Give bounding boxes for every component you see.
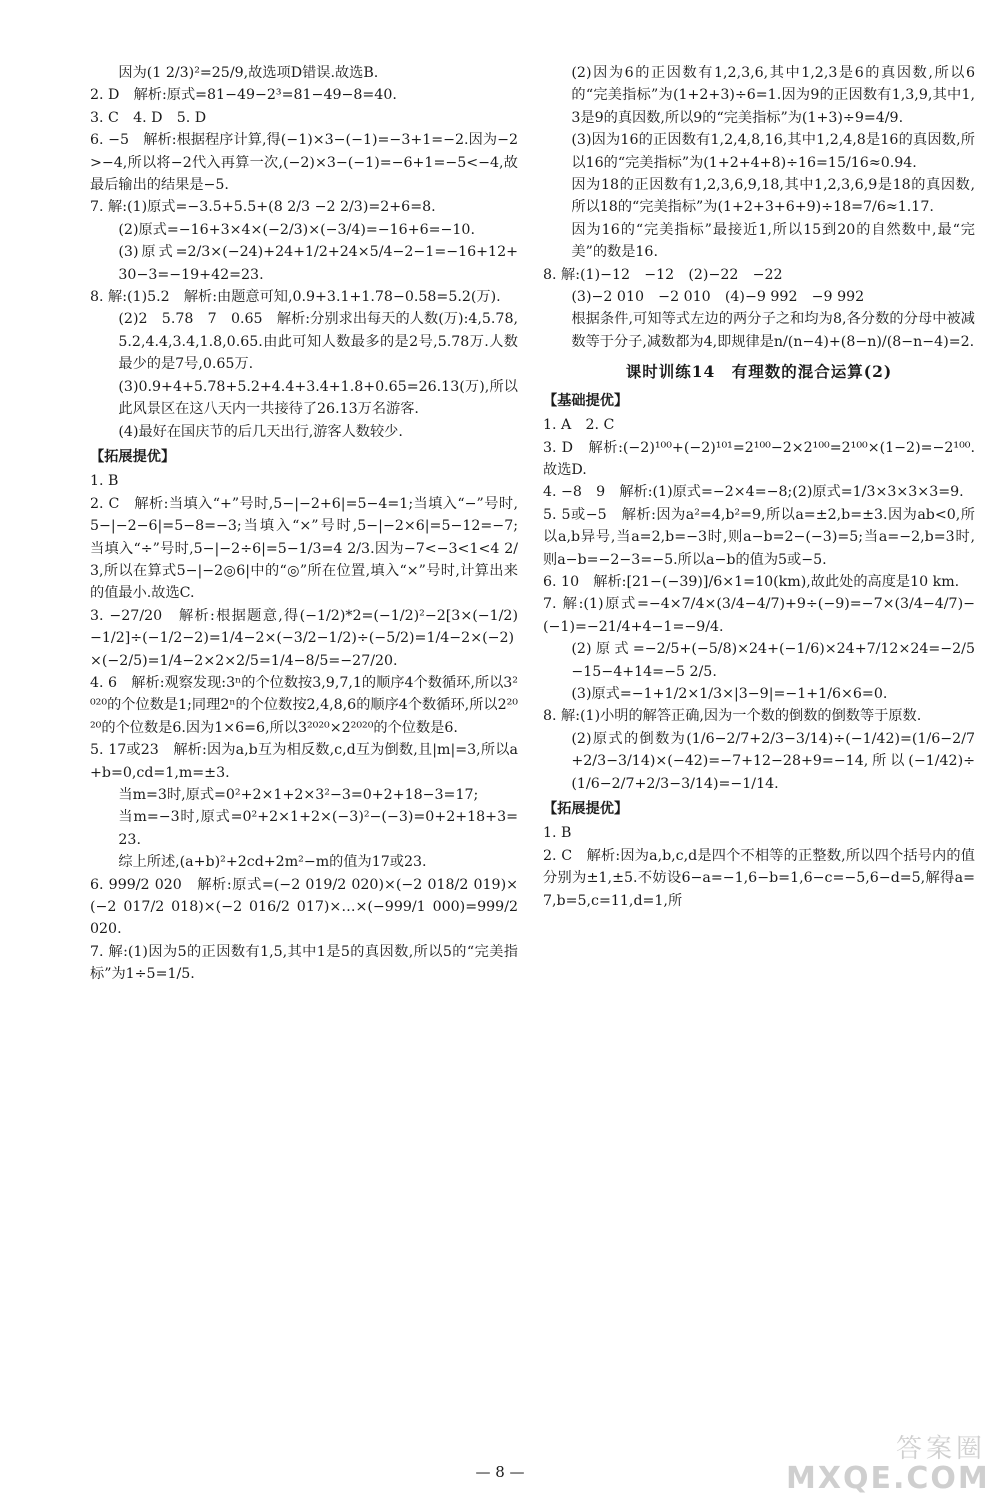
section-title: 课时训练14 有理数的混合运算(2): [625, 362, 893, 382]
left-column: [90, 62, 518, 986]
right-column: [543, 62, 975, 912]
answer-paragraph: 1. B: [543, 825, 572, 842]
section-tag: 【基础提优】: [543, 392, 629, 409]
answer-paragraph: 因为18的正因数有1,2,3,6,9,18,其中1,2,3,6,9是18的真因数,所以18的“完美指标”为(1+2+3+6+9)÷18=7/6≈1.17.: [571, 177, 975, 216]
answer-paragraph: 7. 解:(1)原式=−4×7/4×(3/4−4/7)+9÷(−9)=−7×(3/4−4/7)−(−1)=−21/4+4−1=−9/4.: [543, 596, 975, 635]
answer-paragraph: 2. C 解析:因为a,b,c,d是四个不相等的正整数,所以四个括号内的值分别为±1,±5.不妨设6−a=−1,6−b=1,6−c=−5,6−d=5,解得a=7,b=5,c=11,d=1,所: [543, 847, 975, 909]
section-tag: 【拓展提优】: [90, 448, 176, 465]
answer-paragraph: 6. 999/2 020 解析:原式=(−2 019/2 020)×(−2 018/2 019)×(−2 017/2 018)×(−2 016/2 017)×…×(−999/1 000)=999/2 020.: [90, 876, 518, 938]
answer-paragraph: 当m=3时,原式=0²+2×1+2×3²−3=0+2+18−3=17;: [118, 787, 479, 803]
watermark-text-bottom: MXQE.COM: [786, 1461, 990, 1496]
answer-paragraph: (3)−2 010 −2 010 (4)−9 992 −9 992: [571, 289, 865, 306]
answer-paragraph: 1. A 2. C: [543, 417, 615, 434]
answer-paragraph: 6. 10 解析:[21−(−39)]/6×1=10(km),故此处的高度是10 km.: [543, 573, 960, 590]
answer-paragraph: 5. 17或23 解析:因为a,b互为相反数,c,d互为倒数,且|m|=3,所以a+b=0,cd=1,m=±3.: [90, 742, 518, 781]
answer-paragraph: (3)原式=−1+1/2×1/3×|3−9|=−1+1/6×6=0.: [571, 685, 888, 702]
answer-paragraph: 1. B: [90, 473, 119, 490]
answer-paragraph: (2)因为6的正因数有1,2,3,6,其中1,2,3是6的真因数,所以6的“完美指标”为(1+2+3)÷6=1.因为9的正因数有1,3,9,其中1,3是9的真因数,所以9的“完美指标”为(1+3)÷9=4/9.: [571, 65, 975, 126]
answer-paragraph: 当m=−3时,原式=0²+2×1+2×(−3)²−(−3)=0+2+18+3=23.: [118, 809, 518, 848]
section-tag: 【拓展提优】: [543, 801, 629, 817]
answer-paragraph: 因为(1 2/3)²=25/9,故选项D错误.故选B.: [118, 65, 379, 81]
answer-paragraph: (3)因为16的正因数有1,2,4,8,16,其中1,2,4,8是16的真因数,所以16的“完美指标”为(1+2+4+8)÷16=15/16≈0.94.: [571, 132, 975, 171]
answer-paragraph: (2)原式=−2/5+(−5/8)×24+(−1/6)×24+7/12×24=−2/5−15−4+14=−5 2/5.: [571, 641, 975, 680]
answer-paragraph: 因为16的“完美指标”最接近1,所以15到20的自然数中,最“完美”的数是16.: [571, 221, 975, 261]
answer-paragraph: 4. −8 9 解析:(1)原式=−2×4=−8;(2)原式=1/3×3×3×3=9.: [543, 484, 964, 501]
answer-paragraph: 5. 5或−5 解析:因为a²=4,b²=9,所以a=±2,b=±3.因为ab<0,所以a,b异号,当a=2,b=−3时,则a−b=2−(−3)=5;当a=−2,b=3时,则a−b=−2−3=−5.所以a−b的值为5或−5.: [543, 506, 975, 568]
answer-paragraph: (3)原式=2/3×(−24)+24+1/2+24×5/4−2−1=−16+12+30−3=−19+42=23.: [118, 244, 518, 283]
answer-paragraph: (3)0.9+4+5.78+5.2+4.4+3.4+1.8+0.65=26.13(万),所以此风景区在这八天内一共接待了26.13万名游客.: [118, 378, 518, 418]
answer-paragraph: 8. 解:(1)5.2 解析:由题意可知,0.9+3.1+1.78−0.58=5.2(万).: [90, 289, 501, 306]
answer-paragraph: 8. 解:(1)−12 −12 (2)−22 −22: [543, 266, 783, 283]
answer-paragraph: 6. −5 解析:根据程序计算,得(−1)×3−(−1)=−3+1=−2.因为−2>−4,所以将−2代入再算一次,(−2)×3−(−1)=−6+1=−5<−4,故最后输出的结果是−5.: [90, 132, 518, 194]
answer-paragraph: 4. 6 解析:观察发现:3ⁿ的个位数按3,9,7,1的顺序4个数循环,所以3²⁰²⁰的个位数是1;同理2ⁿ的个位数按2,4,8,6的顺序4个数循环,所以2²⁰²⁰的个位数是6.因为1×6=6,所以3²⁰²⁰×2²⁰²⁰的个位数是6.: [90, 674, 518, 736]
answer-paragraph: 7. 解:(1)因为5的正因数有1,5,其中1是5的真因数,所以5的“完美指标”为1÷5=1/5.: [90, 943, 518, 983]
watermark-logo: [786, 1428, 990, 1508]
answer-paragraph: (2)原式的倒数为(1/6−2/7+2/3−3/14)÷(−1/42)=(1/6−2/7+2/3−3/14)×(−42)=−7+12−28+9=−14,所以(−1/42)÷(1/6−2/7+2/3−3/14)=−1/14.: [571, 730, 975, 792]
answer-paragraph: 3. −27/20 解析:根据题意,得(−1/2)*2=(−1/2)²−2[3×(−1/2)−1/2]÷(−1/2−2)=1/4−2×(−3/2−1/2)÷(−5/2)=1/4−2×(−2)×(−2/5)=1/4−2×2×2/5=1/4−8/5=−27/20.: [90, 607, 518, 669]
answer-paragraph: 7. 解:(1)原式=−3.5+5.5+(8 2/3 −2 2/3)=2+6=8.: [90, 199, 436, 216]
answer-paragraph: 3. C 4. D 5. D: [90, 109, 207, 126]
answer-paragraph: 综上所述,(a+b)²+2cd+2m²−m的值为17或23.: [118, 854, 427, 871]
answer-paragraph: 2. D 解析:原式=81−49−2³=81−49−8=40.: [90, 87, 397, 104]
answer-paragraph: 8. 解:(1)小明的解答正确,因为一个数的倒数的倒数等于原数.: [543, 708, 922, 725]
watermark-text-top: 答案圈: [895, 1434, 986, 1464]
answer-paragraph: (2)原式=−16+3×4×(−2/3)×(−3/4)=−16+6=−10.: [118, 221, 475, 238]
answer-paragraph: 根据条件,可知等式左边的两分子之和均为8,各分数的分母中被减数等于分子,减数都为4,即规律是n/(n−4)+(8−n)/(8−n−4)=2.: [571, 311, 975, 350]
page-number: — 8 —: [475, 1463, 525, 1481]
answer-paragraph: (4)最好在国庆节的后几天出行,游客人数较少.: [118, 423, 403, 440]
answer-paragraph: 3. D 解析:(−2)¹⁰⁰+(−2)¹⁰¹=2¹⁰⁰−2×2¹⁰⁰=2¹⁰⁰×(1−2)=−2¹⁰⁰.故选D.: [543, 439, 975, 478]
answer-paragraph: 2. C 解析:当填入“+”号时,5−|−2+6|=5−4=1;当填入“−”号时,5−|−2−6|=5−8=−3;当填入“×”号时,5−|−2×6|=5−12=−7;当填入“÷”号时,5−|−2÷6|=5−1/3=4 2/3.因为−7<−3<1<4 2/3,所以在算式5−|−2◎6|中的“◎”所在位置,填入“×”号时,计算出来的值最小.故选C.: [90, 495, 518, 602]
answer-paragraph: (2)2 5.78 7 0.65 解析:分别求出每天的人数(万):4,5.78,5.2,4.4,3.4,1.8,0.65.由此可知人数最多的是2号,5.78万.人数最少的是7号,0.65万.: [118, 311, 518, 373]
